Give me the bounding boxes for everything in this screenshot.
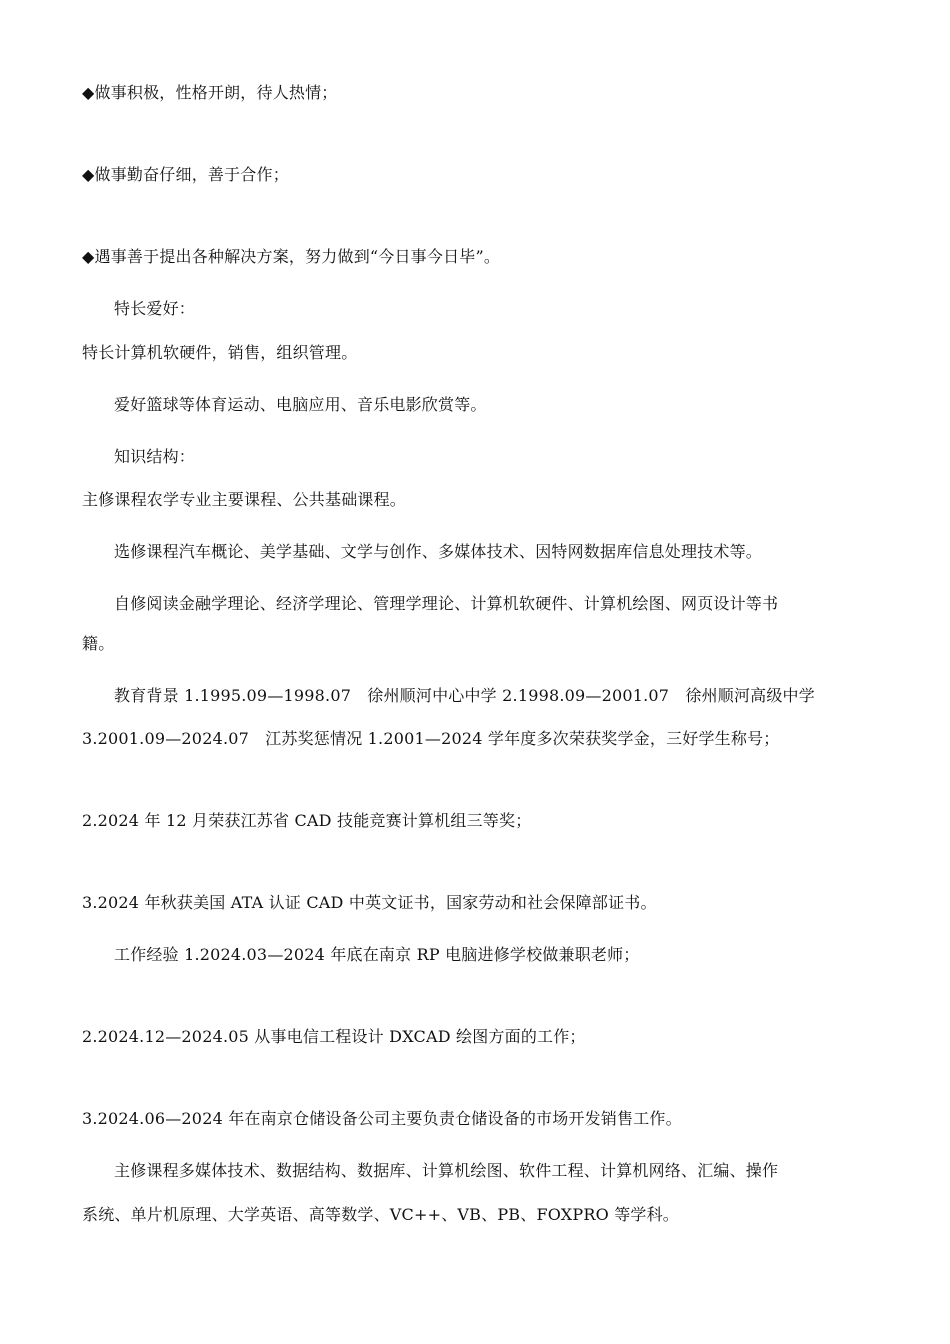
- self-study-line-2: 籍。: [82, 634, 115, 653]
- hobby-line: 爱好篮球等体育运动、电脑应用、音乐电影欣赏等。: [114, 395, 487, 414]
- work-line-2: 2.2024.12—2024.05 从事电信工程设计 DXCAD 绘图方面的工作；: [82, 1027, 586, 1046]
- work-line-1: 工作经验 1.2024.03—2024 年底在南京 RP 电脑进修学校做兼职老师；: [114, 945, 640, 964]
- major-courses-line: 主修课程农学专业主要课程、公共基础课程。: [82, 490, 407, 509]
- trait-line-1: ◆做事积极，性格开朗，待人热情；: [82, 83, 338, 102]
- self-study-line-1: 自修阅读金融学理论、经济学理论、管理学理论、计算机软硬件、计算机绘图、网页设计等书: [114, 594, 779, 613]
- work-line-3: 3.2024.06—2024 年在南京仓储设备公司主要负责仓储设备的市场开发销售工作。: [82, 1109, 682, 1128]
- award-line-3: 3.2024 年秋获美国 ATA 认证 CAD 中英文证书，国家劳动和社会保障部证书。: [82, 893, 657, 912]
- trait-line-3: ◆遇事善于提出各种解决方案，努力做到“今日事今日毕”。: [82, 247, 501, 266]
- trait-line-2: ◆做事勤奋仔细，善于合作；: [82, 165, 289, 184]
- elective-courses-line: 选修课程汽车概论、美学基础、文学与创作、多媒体技术、因特网数据库信息处理技术等。: [114, 542, 763, 561]
- specialty-line: 特长计算机软硬件，销售，组织管理。: [82, 343, 358, 362]
- education-line-1: 教育背景 1.1995.09—1998.07 徐州顺河中心中学 2.1998.09—2001.07 徐州顺河高级中学: [114, 686, 815, 705]
- education-line-2: 3.2001.09—2024.07 江苏奖惩情况 1.2001—2024 学年度多次荣获奖学金，三好学生称号；: [82, 729, 780, 748]
- courses-line-2: 系统、单片机原理、大学英语、高等数学、VC++、VB、PB、FOXPRO 等学科。: [82, 1205, 679, 1224]
- courses-line-1: 主修课程多媒体技术、数据结构、数据库、计算机绘图、软件工程、计算机网络、汇编、操作: [114, 1161, 779, 1180]
- section-heading-hobbies: 特长爱好：: [114, 299, 196, 318]
- section-heading-knowledge: 知识结构：: [114, 447, 196, 466]
- award-line-2: 2.2024 年 12 月荣获江苏省 CAD 技能竞赛计算机组三等奖；: [82, 811, 532, 830]
